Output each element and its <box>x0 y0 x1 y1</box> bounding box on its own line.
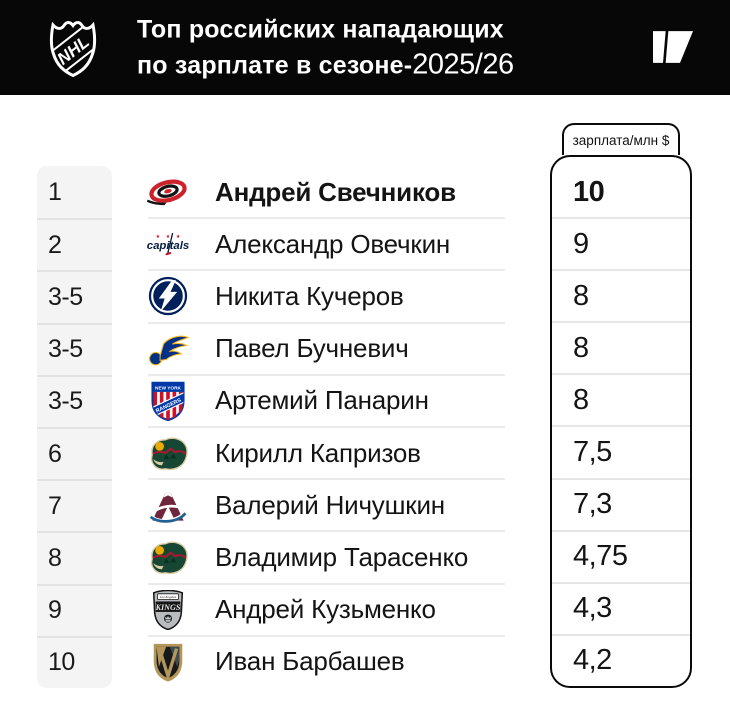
player-name: Владимир Тарасенко <box>215 541 469 572</box>
player-name: Андрей Кузьменко <box>215 594 436 625</box>
rank-badge <box>37 218 112 270</box>
salary-value: 8 <box>552 321 690 373</box>
salary-value: 4,3 <box>552 582 690 634</box>
table-row <box>37 323 505 375</box>
player-name: Артемий Панарин <box>215 385 429 416</box>
rank-badge <box>37 636 112 688</box>
salary-value: 10 <box>573 175 605 208</box>
table-row <box>37 375 505 427</box>
rank-badge <box>37 584 112 636</box>
salary-value: 8 <box>552 373 690 425</box>
rank-label: 10 <box>48 648 75 677</box>
rank-label: 3-5 <box>48 387 83 416</box>
rank-label: 8 <box>48 543 62 572</box>
nhl-logo-icon <box>46 19 100 77</box>
team-logo-cell <box>144 168 192 216</box>
rank-badge <box>37 270 112 322</box>
player-name: Кирилл Капризов <box>215 437 421 468</box>
minnesota-wild-logo-icon <box>146 433 190 473</box>
salary-column-header: зарплата/млн $ <box>562 123 680 155</box>
table-row <box>37 584 505 636</box>
carolina-hurricanes-logo-icon <box>146 172 190 212</box>
rank-badge <box>37 323 112 375</box>
title-line-2: по зарплате в сезоне-2025/26 <box>137 48 514 80</box>
player-name: Иван Барбашев <box>215 646 405 677</box>
ranking-table <box>37 166 505 688</box>
player-name: Александр Овечкин <box>215 228 451 259</box>
rank-badge <box>37 166 112 218</box>
team-logo-cell <box>144 272 192 320</box>
salary-value: 9 <box>552 217 690 269</box>
tampa-bay-lightning-logo-icon <box>146 276 190 316</box>
salary-column <box>550 155 692 688</box>
rank-badge <box>37 479 112 531</box>
rank-label: 9 <box>48 596 62 625</box>
team-logo-cell <box>144 429 192 477</box>
salary-value: 4,75 <box>552 530 690 582</box>
st-louis-blues-logo-icon <box>146 329 190 369</box>
los-angeles-kings-logo-icon <box>146 590 190 630</box>
rank-label: 7 <box>48 491 62 520</box>
table-row <box>37 270 505 322</box>
rank-label: 6 <box>48 439 62 468</box>
table-row <box>37 218 505 270</box>
player-name: Андрей Свечников <box>215 176 456 207</box>
page-title <box>137 12 514 83</box>
new-york-rangers-logo-icon <box>146 381 190 421</box>
rank-label: 3-5 <box>48 282 83 311</box>
salary-value: 4,2 <box>552 634 690 686</box>
minnesota-wild-logo-icon <box>146 537 190 577</box>
table-row <box>37 166 505 218</box>
player-name: Никита Кучеров <box>215 280 404 311</box>
team-logo-cell <box>144 325 192 373</box>
w-brand-icon <box>653 31 693 63</box>
team-logo-cell <box>144 220 192 268</box>
rank-label: 1 <box>48 177 62 206</box>
colorado-avalanche-logo-icon <box>146 485 190 525</box>
team-logo-cell <box>144 377 192 425</box>
salary-value: 7,5 <box>552 425 690 477</box>
player-name: Валерий Ничушкин <box>215 489 445 520</box>
rank-badge <box>37 531 112 583</box>
washington-capitals-logo-icon <box>146 224 190 264</box>
season-label: 2025/26 <box>412 48 514 80</box>
table-row <box>37 636 505 688</box>
table-row <box>37 427 505 479</box>
salary-value: 7,3 <box>552 478 690 530</box>
rank-label: 3-5 <box>48 335 83 364</box>
player-name: Павел Бучневич <box>215 333 409 364</box>
table-row <box>37 479 505 531</box>
team-logo-cell <box>144 638 192 686</box>
salary-value: 8 <box>552 269 690 321</box>
rank-badge <box>37 375 112 427</box>
header-banner <box>0 0 730 95</box>
vegas-golden-knights-logo-icon <box>146 642 190 682</box>
team-logo-cell <box>144 586 192 634</box>
rank-badge <box>37 427 112 479</box>
table-row <box>37 531 505 583</box>
team-logo-cell <box>144 481 192 529</box>
rank-label: 2 <box>48 230 62 259</box>
team-logo-cell <box>144 533 192 581</box>
title-line-1: Топ российских нападающих <box>137 15 504 43</box>
